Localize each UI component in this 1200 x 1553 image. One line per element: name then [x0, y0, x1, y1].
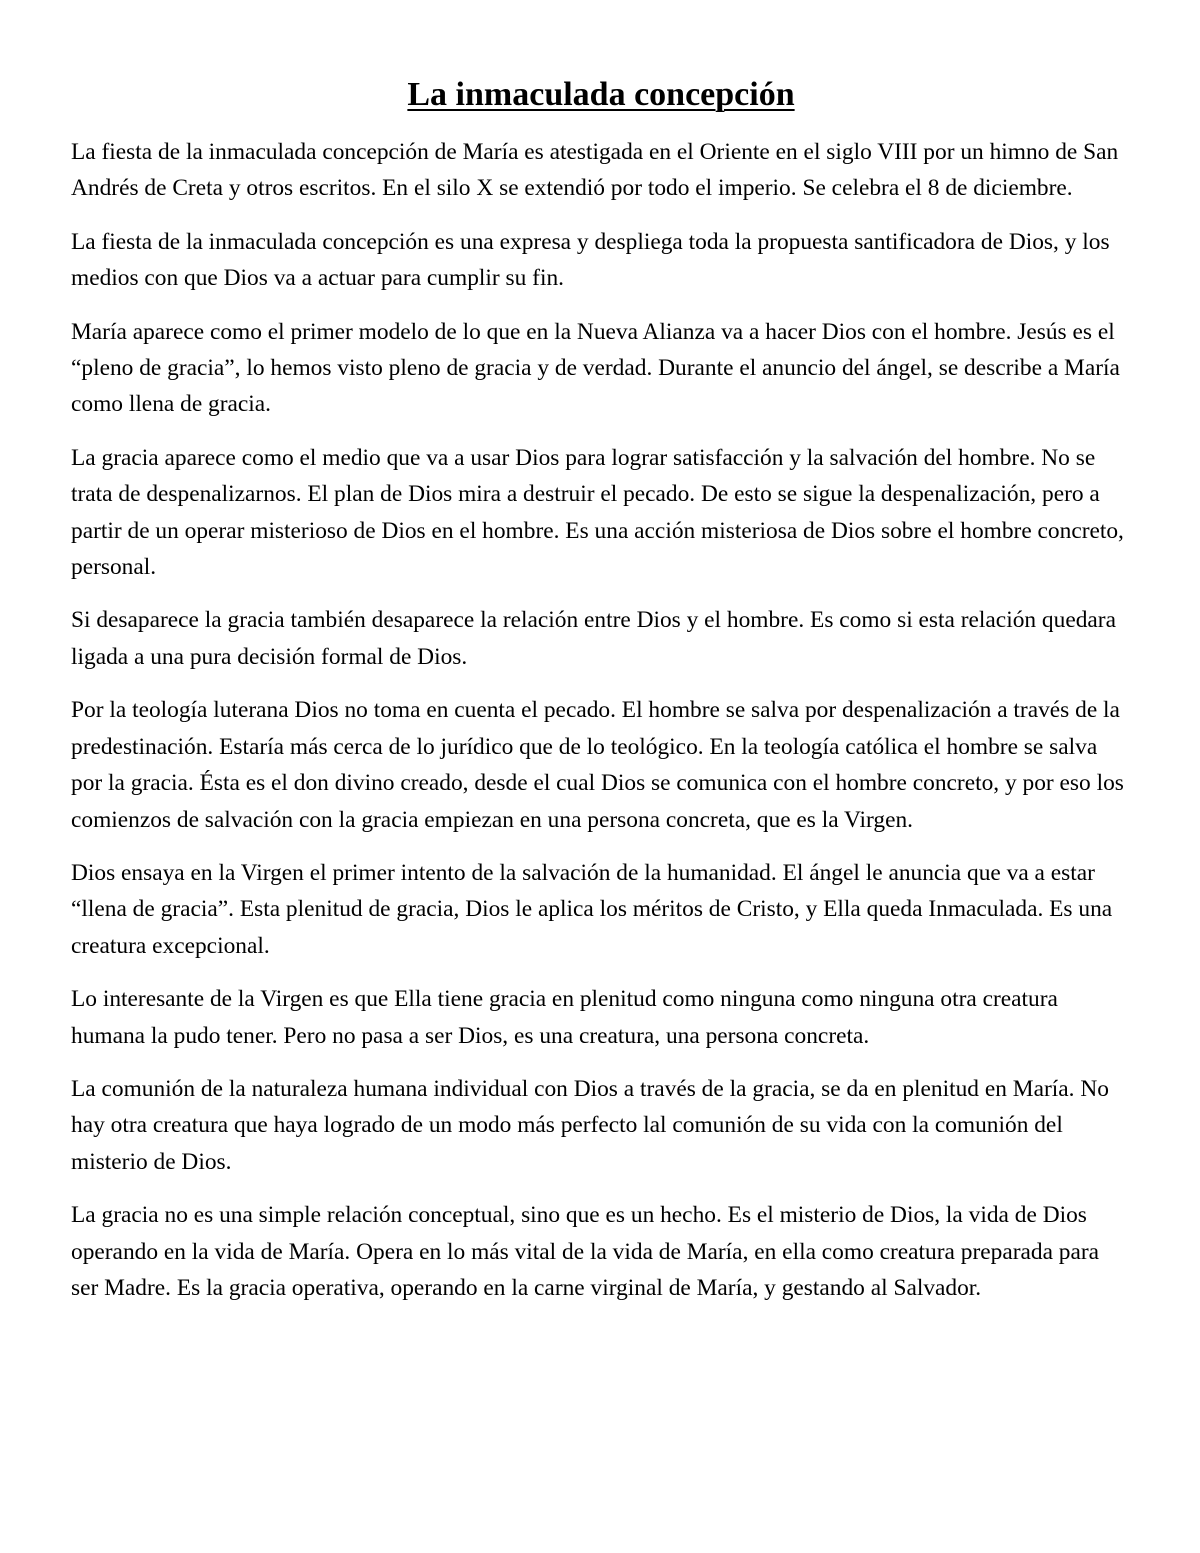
paragraph-8: Lo interesante de la Virgen es que Ella tiene gracia en plenitud como ninguna como ninguna otra creatura humana la pudo tener. Pero no pasa a ser Dios, es una creatura, una persona concreta. [71, 986, 1058, 1049]
paragraph-6: Por la teología luterana Dios no toma en cuenta el pecado. El hombre se salva por despenalización a través de la predestinación. Estaría más cerca de lo jurídico que de lo teológico. En la teología católica el hombre se salva por la gracia. Ésta es el don divino creado, desde el cual Dios se comunica con el hombre concreto, y por eso los comienzos de salvación con la gracia empiezan en una persona concreta, que es la Virgen. [71, 697, 1124, 833]
paragraph-9: La comunión de la naturaleza humana individual con Dios a través de la gracia, se da en plenitud en María. No hay otra creatura que haya logrado de un modo más perfecto lal comunión de su vida con la comunión del misterio de Dios. [71, 1075, 1109, 1175]
paragraph-5: Si desaparece la gracia también desaparece la relación entre Dios y el hombre. Es como si esta relación quedara ligada a una pura decisión formal de Dios. [71, 607, 1116, 670]
document-page [71, 72, 1131, 1323]
paragraph-2: La fiesta de la inmaculada concepción es una expresa y despliega toda la propuesta santificadora de Dios, y los medios con que Dios va a actuar para cumplir su fin. [71, 228, 1110, 292]
paragraph-1: La fiesta de la inmaculada concepción de María es atestigada en el Oriente en el siglo VIII por un himno de San Andrés de Creta y otros escritos. En el silo X se extendió por todo el imperio. Se celebra el 8 de diciembre. [71, 139, 1119, 202]
paragraph-3: María aparece como el primer modelo de lo que en la Nueva Alianza va a hacer Dios con el hombre. Jesús es el “pleno de gracia”, lo hemos visto pleno de gracia y de verdad. Durante el anuncio del ángel, se describe a María como llena de gracia. [71, 318, 1120, 418]
document-title: La inmaculada concepción [407, 76, 795, 113]
paragraph-7: Dios ensaya en la Virgen el primer intento de la salvación de la humanidad. El ángel le anuncia que va a estar “llena de gracia”. Esta plenitud de gracia, Dios le aplica los méritos de Cristo, y Ella queda Inmaculada. Es una creatura excepcional. [71, 859, 1113, 959]
paragraph-10: La gracia no es una simple relación conceptual, sino que es un hecho. Es el misterio de Dios, la vida de Dios operando en la vida de María. Opera en lo más vital de la vida de María, en ella como creatura preparada para ser Madre. Es la gracia operativa, operando en la carne virginal de María, y gestando al Salvador. [71, 1202, 1100, 1301]
paragraph-4: La gracia aparece como el medio que va a usar Dios para lograr satisfacción y la salvación del hombre. No se trata de despenalizarnos. El plan de Dios mira a destruir el pecado. De esto se sigue la despenalización, pero a partir de un operar misterioso de Dios en el hombre. Es una acción misteriosa de Dios sobre el hombre concreto, personal. [71, 444, 1124, 581]
